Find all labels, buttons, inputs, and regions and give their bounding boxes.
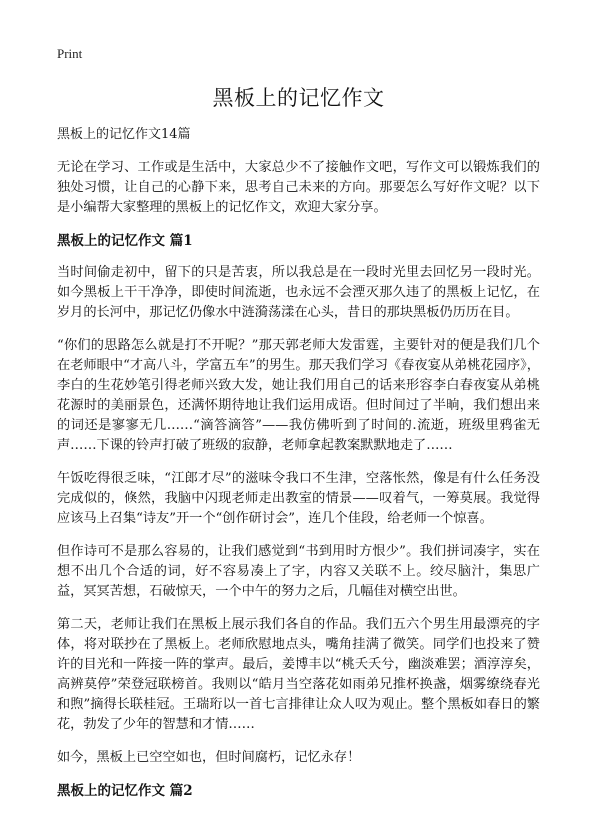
print-label: Print	[57, 46, 83, 61]
section-paragraph: “你们的思路怎么就是打不开呢？”那天郭老师大发雷霆，主要针对的便是我们几个在老师眼中“才高八斗，学富五车”的男生。那天我们学习《春夜宴从弟桃花园序》，李白的生花妙笔引得老师兴致大发，她让我们用自己的话来形容李白春夜宴从弟桃花源时的美丽景色，还满怀期待地让我们运用成语。但时间过了半晌，我们想出来的词还是寥寥无几……“滴答滴答”——我仿佛听到了时间的.流逝，班级里鸦雀无声……下课的铃声打破了班级的寂静，老师拿起教案默默地走了……	[57, 338, 540, 453]
section-paragraph: 第二天，老师让我们在黑板上展示我们各自的作品。我们五六个男生用最漂亮的字体，将对联抄在了黑板上。老师欣慰地点头，嘴角挂满了微笑。同学们也投来了赞许的目光和一阵接一阵的掌声。最后，姜博丰以“桃夭夭兮，幽淡难罢；酒淳淳矣，高辨莫停”荣登冠联榜首。我则以“皓月当空落花如雨弟兄推杯换盏，烟雾缭绕春光和煦”摘得长联桂冠。王瑞珩以一首七言排律让众人叹为观止。整个黑板如春日的繁花，勃发了少年的智慧和才情……	[57, 617, 540, 732]
section-heading: 黑板上的记忆作文 篇2	[57, 783, 193, 799]
document-title: 黑板上的记忆作文	[212, 86, 385, 110]
document-subtitle: 黑板上的记忆作文14篇	[57, 127, 191, 142]
section-paragraph: 如今，黑板上已空空如也，但时间腐朽，记忆永存！	[57, 750, 361, 765]
section-paragraph: 午饭吃得很乏味，“江郎才尽”的滋味令我口不生津，空落怅然，像是有什么任务没完成似的，倏然，我脑中闪现老师走出教室的情景——叹着气，一筹莫展。我觉得应该马上召集“诗友”开一个“创作研讨会”，连几个佳段，给老师一个惊喜。	[57, 471, 540, 526]
section-heading: 黑板上的记忆作文 篇1	[57, 233, 193, 249]
section-paragraph: 但作诗可不是那么容易的，让我们感觉到“书到用时方恨少”。我们拼词凑字，实在想不出几个合适的词，好不容易凑上了字，内容又关联不上。绞尽脑汁，集思广益，冥冥苦想，石破惊天，一个中午的努力之后，几幅佳对横空出世。	[57, 544, 540, 599]
section-paragraph: 当时间偷走初中，留下的只是苦衷，所以我总是在一段时光里去回忆另一段时光。如今黑板上干干净净，即使时间流逝，也永远不会湮灭那久违了的黑板上记忆，在岁月的长河中，那记忆仍像水中涟漪荡漾在心头，昔日的那块黑板仍历历在目。	[57, 265, 540, 320]
intro-paragraph: 无论在学习、工作或是生活中，大家总少不了接触作文吧，写作文可以锻炼我们的独处习惯，让自己的心静下来，思考自己未来的方向。那要怎么写好作文呢？以下是小编帮大家整理的黑板上的记忆作文，欢迎大家分享。	[57, 160, 540, 215]
